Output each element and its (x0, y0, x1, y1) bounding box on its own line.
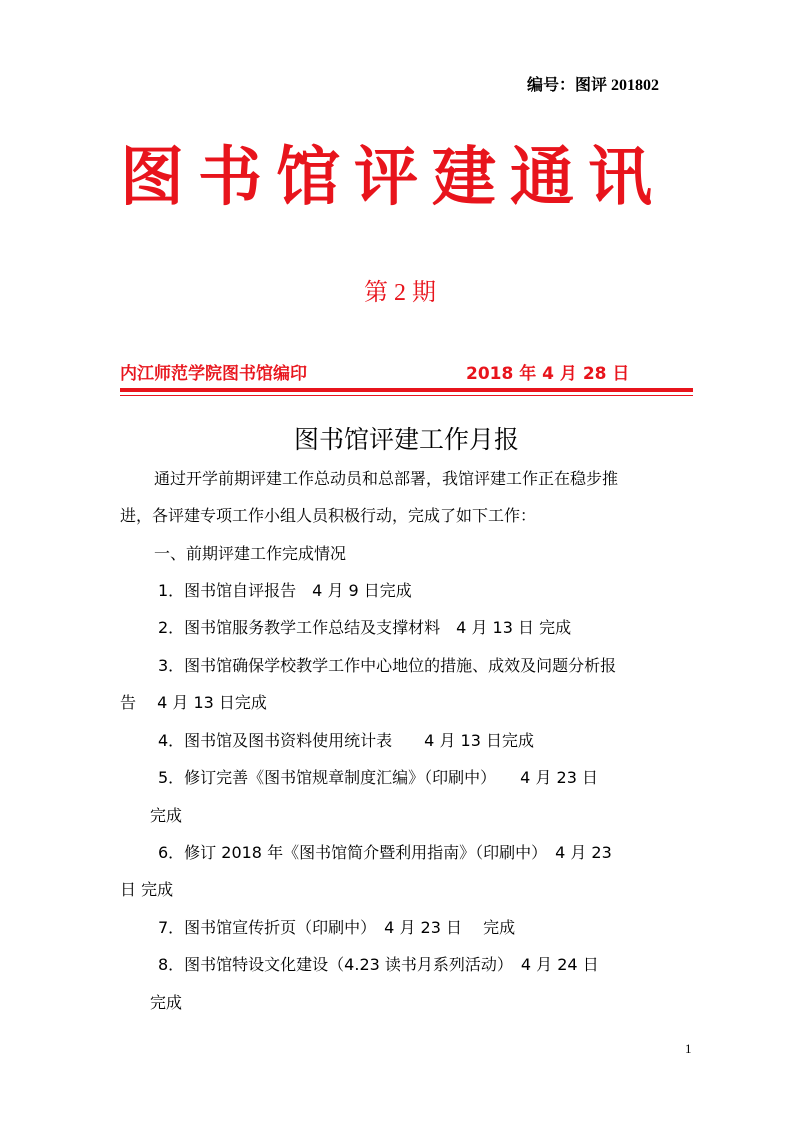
serial-number: 编号：图评 201802 (527, 77, 660, 94)
list-item: 7．图书馆宣传折页（印刷中） 4 月 23 日 完成 (158, 918, 516, 937)
issue-number: 第 2 期 (364, 280, 436, 306)
list-item: 3．图书馆确保学校教学工作中心地位的措施、成效及问题分析报 (158, 656, 617, 675)
intro-line-2: 进，各评建专项工作小组人员积极行动，完成了如下工作： (120, 506, 537, 525)
list-item-continuation: 日 完成 (120, 880, 174, 899)
list-item: 8．图书馆特设文化建设（4.23 读书月系列活动） 4 月 24 日 (158, 955, 599, 974)
list-item-continuation: 完成 (150, 806, 183, 825)
masthead-title: 图书馆评建通讯 (120, 141, 666, 215)
intro-line-1: 通过开学前期评建工作总动员和总部署，我馆评建工作正在稳步推 (154, 469, 619, 488)
header-divider-thick (120, 388, 693, 392)
page-number: 1 (685, 1041, 692, 1056)
list-item: 2．图书馆服务教学工作总结及支撑材料 4 月 13 日 完成 (158, 618, 572, 637)
header-divider-thin (120, 395, 693, 396)
list-item: 1．图书馆自评报告 4 月 9 日完成 (158, 581, 412, 600)
list-item: 4．图书馆及图书资料使用统计表 4 月 13 日完成 (158, 731, 534, 750)
list-item: 5．修订完善《图书馆规章制度汇编》（印刷中） 4 月 23 日 (158, 768, 598, 787)
list-item-continuation: 告 4 月 13 日完成 (120, 693, 267, 712)
article-title: 图书馆评建工作月报 (293, 425, 519, 454)
section-heading: 一、前期评建工作完成情况 (154, 544, 347, 563)
list-item: 6．修订 2018 年《图书馆简介暨利用指南》（印刷中） 4 月 23 (158, 843, 612, 862)
list-item-continuation: 完成 (150, 993, 183, 1012)
publish-date: 2018 年 4 月 28 日 (466, 364, 630, 384)
editor-line: 内江师范学院图书馆编印 (120, 364, 307, 384)
